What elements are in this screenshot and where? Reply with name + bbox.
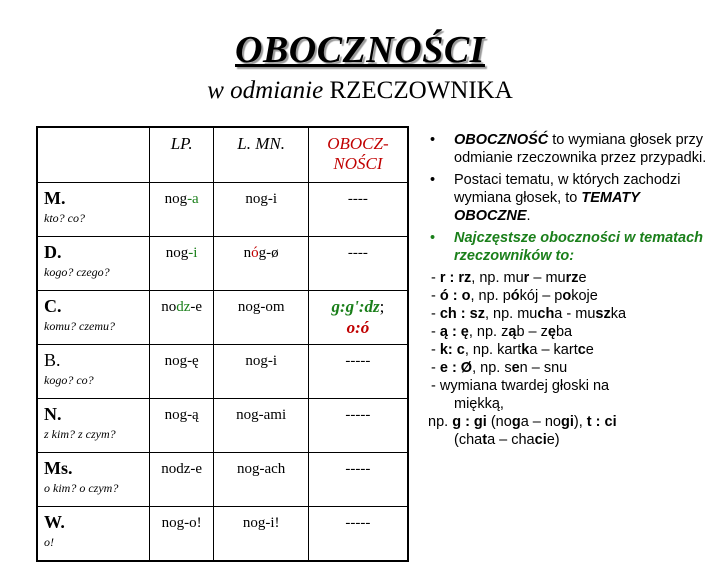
declension-table <box>36 126 409 562</box>
bullet-icon: • <box>430 132 436 148</box>
table-header-row <box>37 127 408 183</box>
plural-form: nóg-ø <box>214 237 308 291</box>
subtitle-suffix: RZECZOWNIKA <box>329 77 513 104</box>
alternation-line: - wymiana twardej głoski na <box>431 378 610 394</box>
table-row <box>37 399 408 453</box>
alternation-g: g:g':dz <box>331 297 380 316</box>
alternation-line: - ch : sz, np. mucha - muszka <box>431 306 627 322</box>
case-cell <box>37 507 149 562</box>
case-question: kogo? co? <box>44 373 94 387</box>
case-name: B. <box>44 350 61 370</box>
plural-form: nog-om <box>214 291 308 345</box>
case-name: C. <box>44 296 62 316</box>
bullet-icon: • <box>430 172 436 188</box>
alternation-line: - ó : o, np. pókój – pokoje <box>431 288 598 304</box>
header-alternations: OBOCZ- NOŚCI <box>308 127 408 183</box>
table-row <box>37 237 408 291</box>
case-question: kogo? czego? <box>44 265 110 279</box>
case-name: M. <box>44 188 66 208</box>
subtitle-prefix: w odmianie <box>207 77 324 104</box>
case-name: N. <box>44 404 62 424</box>
plural-form: nog-ami <box>214 399 308 453</box>
case-cell <box>37 291 149 345</box>
alternation-cell: ----- <box>308 507 408 562</box>
singular-form: nog-a <box>149 183 214 237</box>
bullet-common: • Najczęstsze oboczności w tematach rzeczowników to: <box>430 230 703 264</box>
alternation-line: miękką, <box>454 396 504 412</box>
singular-form: nog-o! <box>149 507 214 562</box>
alternation-line: - e : Ø, np. sen – snu <box>431 360 568 376</box>
alternation-cell: g:g':dz; o:ó <box>308 291 408 345</box>
singular-form: nodz-e <box>149 453 214 507</box>
table-row <box>37 183 408 237</box>
header-singular: LP. <box>149 127 214 183</box>
bullet-definition: • OBOCZNOŚĆ to wymiana głosek przy odmianie rzeczownika przez przypadki. <box>430 132 707 166</box>
case-question: o! <box>44 535 54 549</box>
alternation-line: np. g : gi (noga – nogi), t : ci <box>428 414 617 430</box>
case-cell <box>37 453 149 507</box>
case-cell <box>37 183 149 237</box>
case-name: D. <box>44 242 62 262</box>
alternation-line: - ą : ę, np. ząb – zęba <box>431 324 573 340</box>
case-cell <box>37 399 149 453</box>
case-question: z kim? z czym? <box>44 427 116 441</box>
bullet-stems: • Postaci tematu, w których zachodzi wymiana głosek, to TEMATY OBOCZNE. <box>430 172 681 224</box>
singular-form: nog-ę <box>149 345 214 399</box>
case-cell <box>37 345 149 399</box>
plural-form: nog-i <box>214 183 308 237</box>
alternation-cell: ----- <box>308 453 408 507</box>
table-row <box>37 291 408 345</box>
singular-form: nog-i <box>149 237 214 291</box>
case-question: o kim? o czym? <box>44 481 119 495</box>
case-name: W. <box>44 512 65 532</box>
page-subtitle <box>0 76 720 106</box>
header-case <box>37 127 149 183</box>
notes-panel <box>428 131 713 449</box>
alternation-line: - k: c, np. kartka – kartce <box>431 342 594 358</box>
bullet-icon: • <box>430 230 436 246</box>
alternation-line: - r : rz, np. mur – murze <box>431 270 587 286</box>
singular-form: nog-ą <box>149 399 214 453</box>
alternation-line: (chata – chacie) <box>454 432 560 448</box>
case-question: komu? czemu? <box>44 319 115 333</box>
plural-form: nog-i <box>214 345 308 399</box>
table-row <box>37 507 408 562</box>
case-question: kto? co? <box>44 211 85 225</box>
page-title: OBOCZNOŚCI <box>235 29 485 71</box>
singular-form: nodz-e <box>149 291 214 345</box>
alternation-cell: ----- <box>308 399 408 453</box>
alternation-o: o:ó <box>346 318 370 337</box>
case-cell <box>37 237 149 291</box>
alternation-cell: ----- <box>308 345 408 399</box>
table-row <box>37 345 408 399</box>
table-row <box>37 453 408 507</box>
plural-form: nog-ach <box>214 453 308 507</box>
alternation-cell: ---- <box>308 237 408 291</box>
header-plural: L. MN. <box>214 127 308 183</box>
case-name: Ms. <box>44 458 73 478</box>
plural-form: nog-i! <box>214 507 308 562</box>
alternation-cell: ---- <box>308 183 408 237</box>
